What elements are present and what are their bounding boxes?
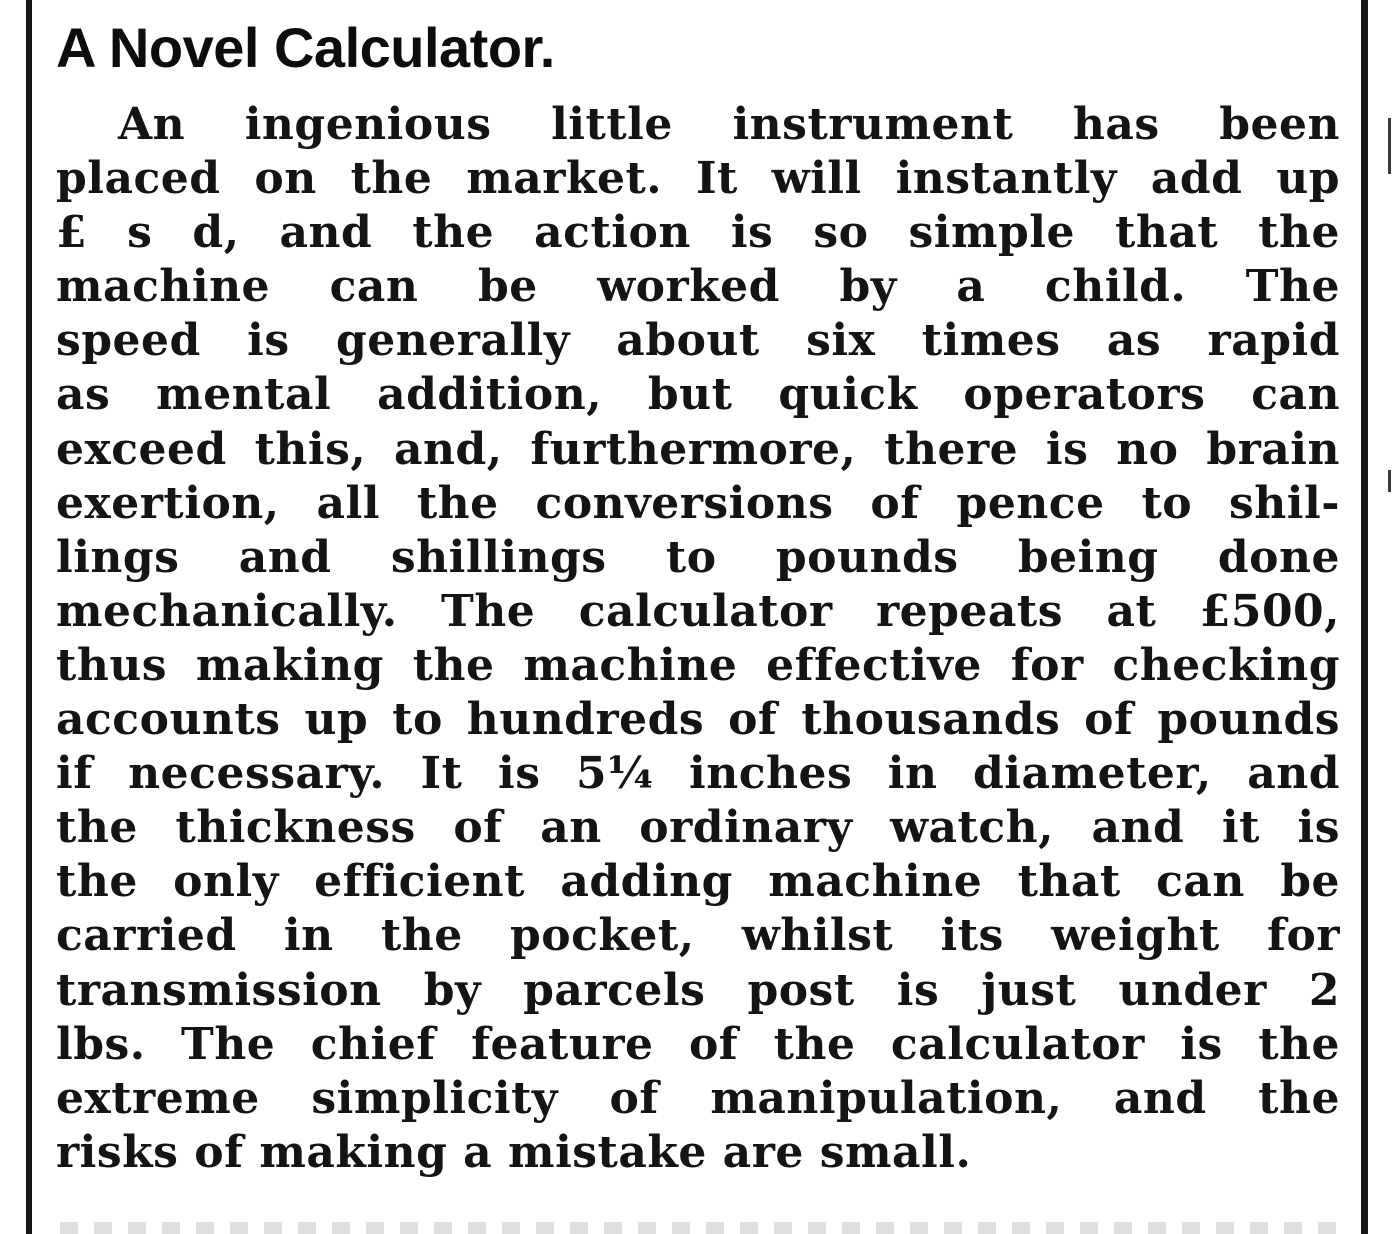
article-line: the thickness of an ordinary watch, and it is — [56, 802, 1340, 854]
article-line: transmission by parcels post is just under 2 — [56, 964, 1340, 1016]
article-line: thus making the machine effective for checking — [56, 639, 1340, 691]
article-line: accounts up to hundreds of thousands of pounds — [56, 694, 1340, 746]
newspaper-article — [56, 12, 1340, 1180]
article-line: exceed this, and, furthermore, there is no brain — [56, 423, 1340, 475]
article-line: risks of making a mistake are small. — [56, 1126, 972, 1178]
article-line: exertion, all the conversions of pence to shil- — [56, 477, 1340, 529]
article-line: lings and shillings to pounds being done — [56, 531, 1340, 583]
article-line: machine can be worked by a child. The — [56, 261, 1340, 313]
adjacent-column-mark — [1388, 470, 1391, 492]
article-line: the only efficient adding machine that can be — [56, 856, 1340, 908]
article-body — [56, 98, 1340, 1180]
adjacent-column-mark — [1388, 118, 1391, 174]
column-rule-right — [1361, 0, 1368, 1234]
article-headline: A Novel Calculator. — [56, 16, 555, 79]
article-line: as mental addition, but quick operators can — [56, 369, 1340, 421]
article-line: speed is generally about six times as rapid — [56, 315, 1340, 367]
article-line: mechanically. The calculator repeats at £500, — [56, 585, 1340, 637]
column-rule-left — [26, 0, 32, 1234]
article-line: lbs. The chief feature of the calculator is the — [56, 1018, 1340, 1070]
article-line: placed on the market. It will instantly add up — [56, 153, 1340, 205]
next-article-fragment — [60, 1222, 1350, 1234]
article-line: £ s d, and the action is so simple that the — [56, 207, 1340, 259]
article-line: An ingenious little instrument has been — [118, 99, 1340, 150]
article-line: if necessary. It is 5¼ inches in diameter, and — [56, 748, 1340, 800]
article-line: carried in the pocket, whilst its weight for — [56, 910, 1340, 962]
article-line: extreme simplicity of manipulation, and the — [56, 1072, 1340, 1124]
